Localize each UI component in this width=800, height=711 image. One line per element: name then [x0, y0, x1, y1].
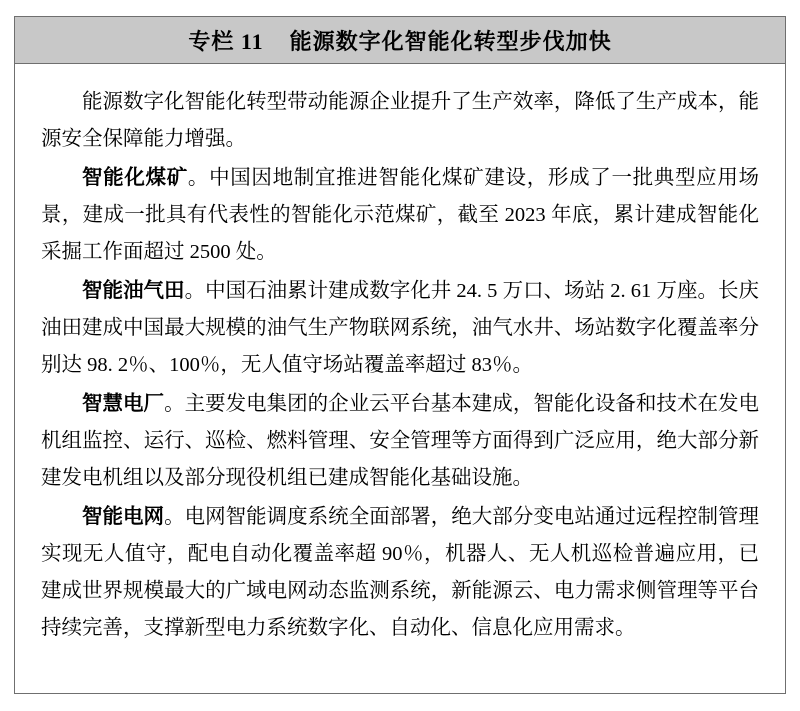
paragraph-text: 。中国石油累计建成数字化井 24. 5 万口、场站 2. 61 万座。长庆油田建成中国最大规模的油气生产物联网系统，油气水井、场站数字化覆盖率分别达 98. 2％、100％，无人值守场站覆盖率超过 83％。 [41, 280, 760, 376]
paragraph [41, 386, 759, 497]
paragraph [41, 273, 759, 384]
paragraph-lead: 智能化煤矿 [82, 167, 188, 189]
feature-box-header [15, 17, 785, 64]
feature-box-body [15, 64, 785, 659]
paragraph [41, 84, 759, 158]
paragraph-text: 。电网智能调度系统全面部署，绝大部分变电站通过远程控制管理实现无人值守，配电自动化覆盖率超 90％，机器人、无人机巡检普遍应用，已建成世界规模最大的广域电网动态监测系统，新能源云、电力需求侧管理等平台持续完善，支撑新型电力系统数字化、自动化、信息化应用需求。 [41, 506, 759, 639]
paragraph [41, 499, 759, 647]
paragraph-lead: 智能电网 [82, 506, 165, 528]
paragraph-text: 能源数字化智能化转型带动能源企业提升了生产效率，降低了生产成本，能源安全保障能力增强。 [41, 91, 759, 150]
page-title: 专栏 11 能源数字化智能化转型步伐加快 [188, 28, 612, 54]
paragraph-text: 。主要发电集团的企业云平台基本建成，智能化设备和技术在发电机组监控、运行、巡检、燃料管理、安全管理等方面得到广泛应用，绝大部分新建发电机组以及部分现役机组已建成智能化基础设施。 [41, 393, 759, 489]
paragraph-lead: 智能油气田 [82, 280, 185, 302]
paragraph [41, 160, 759, 271]
paragraph-lead: 智慧电厂 [82, 393, 165, 415]
paragraph-text: 。中国因地制宜推进智能化煤矿建设，形成了一批典型应用场景，建成一批具有代表性的智能化示范煤矿，截至 2023 年底，累计建成智能化采掘工作面超过 2500 处。 [41, 167, 760, 263]
feature-box [14, 16, 786, 694]
